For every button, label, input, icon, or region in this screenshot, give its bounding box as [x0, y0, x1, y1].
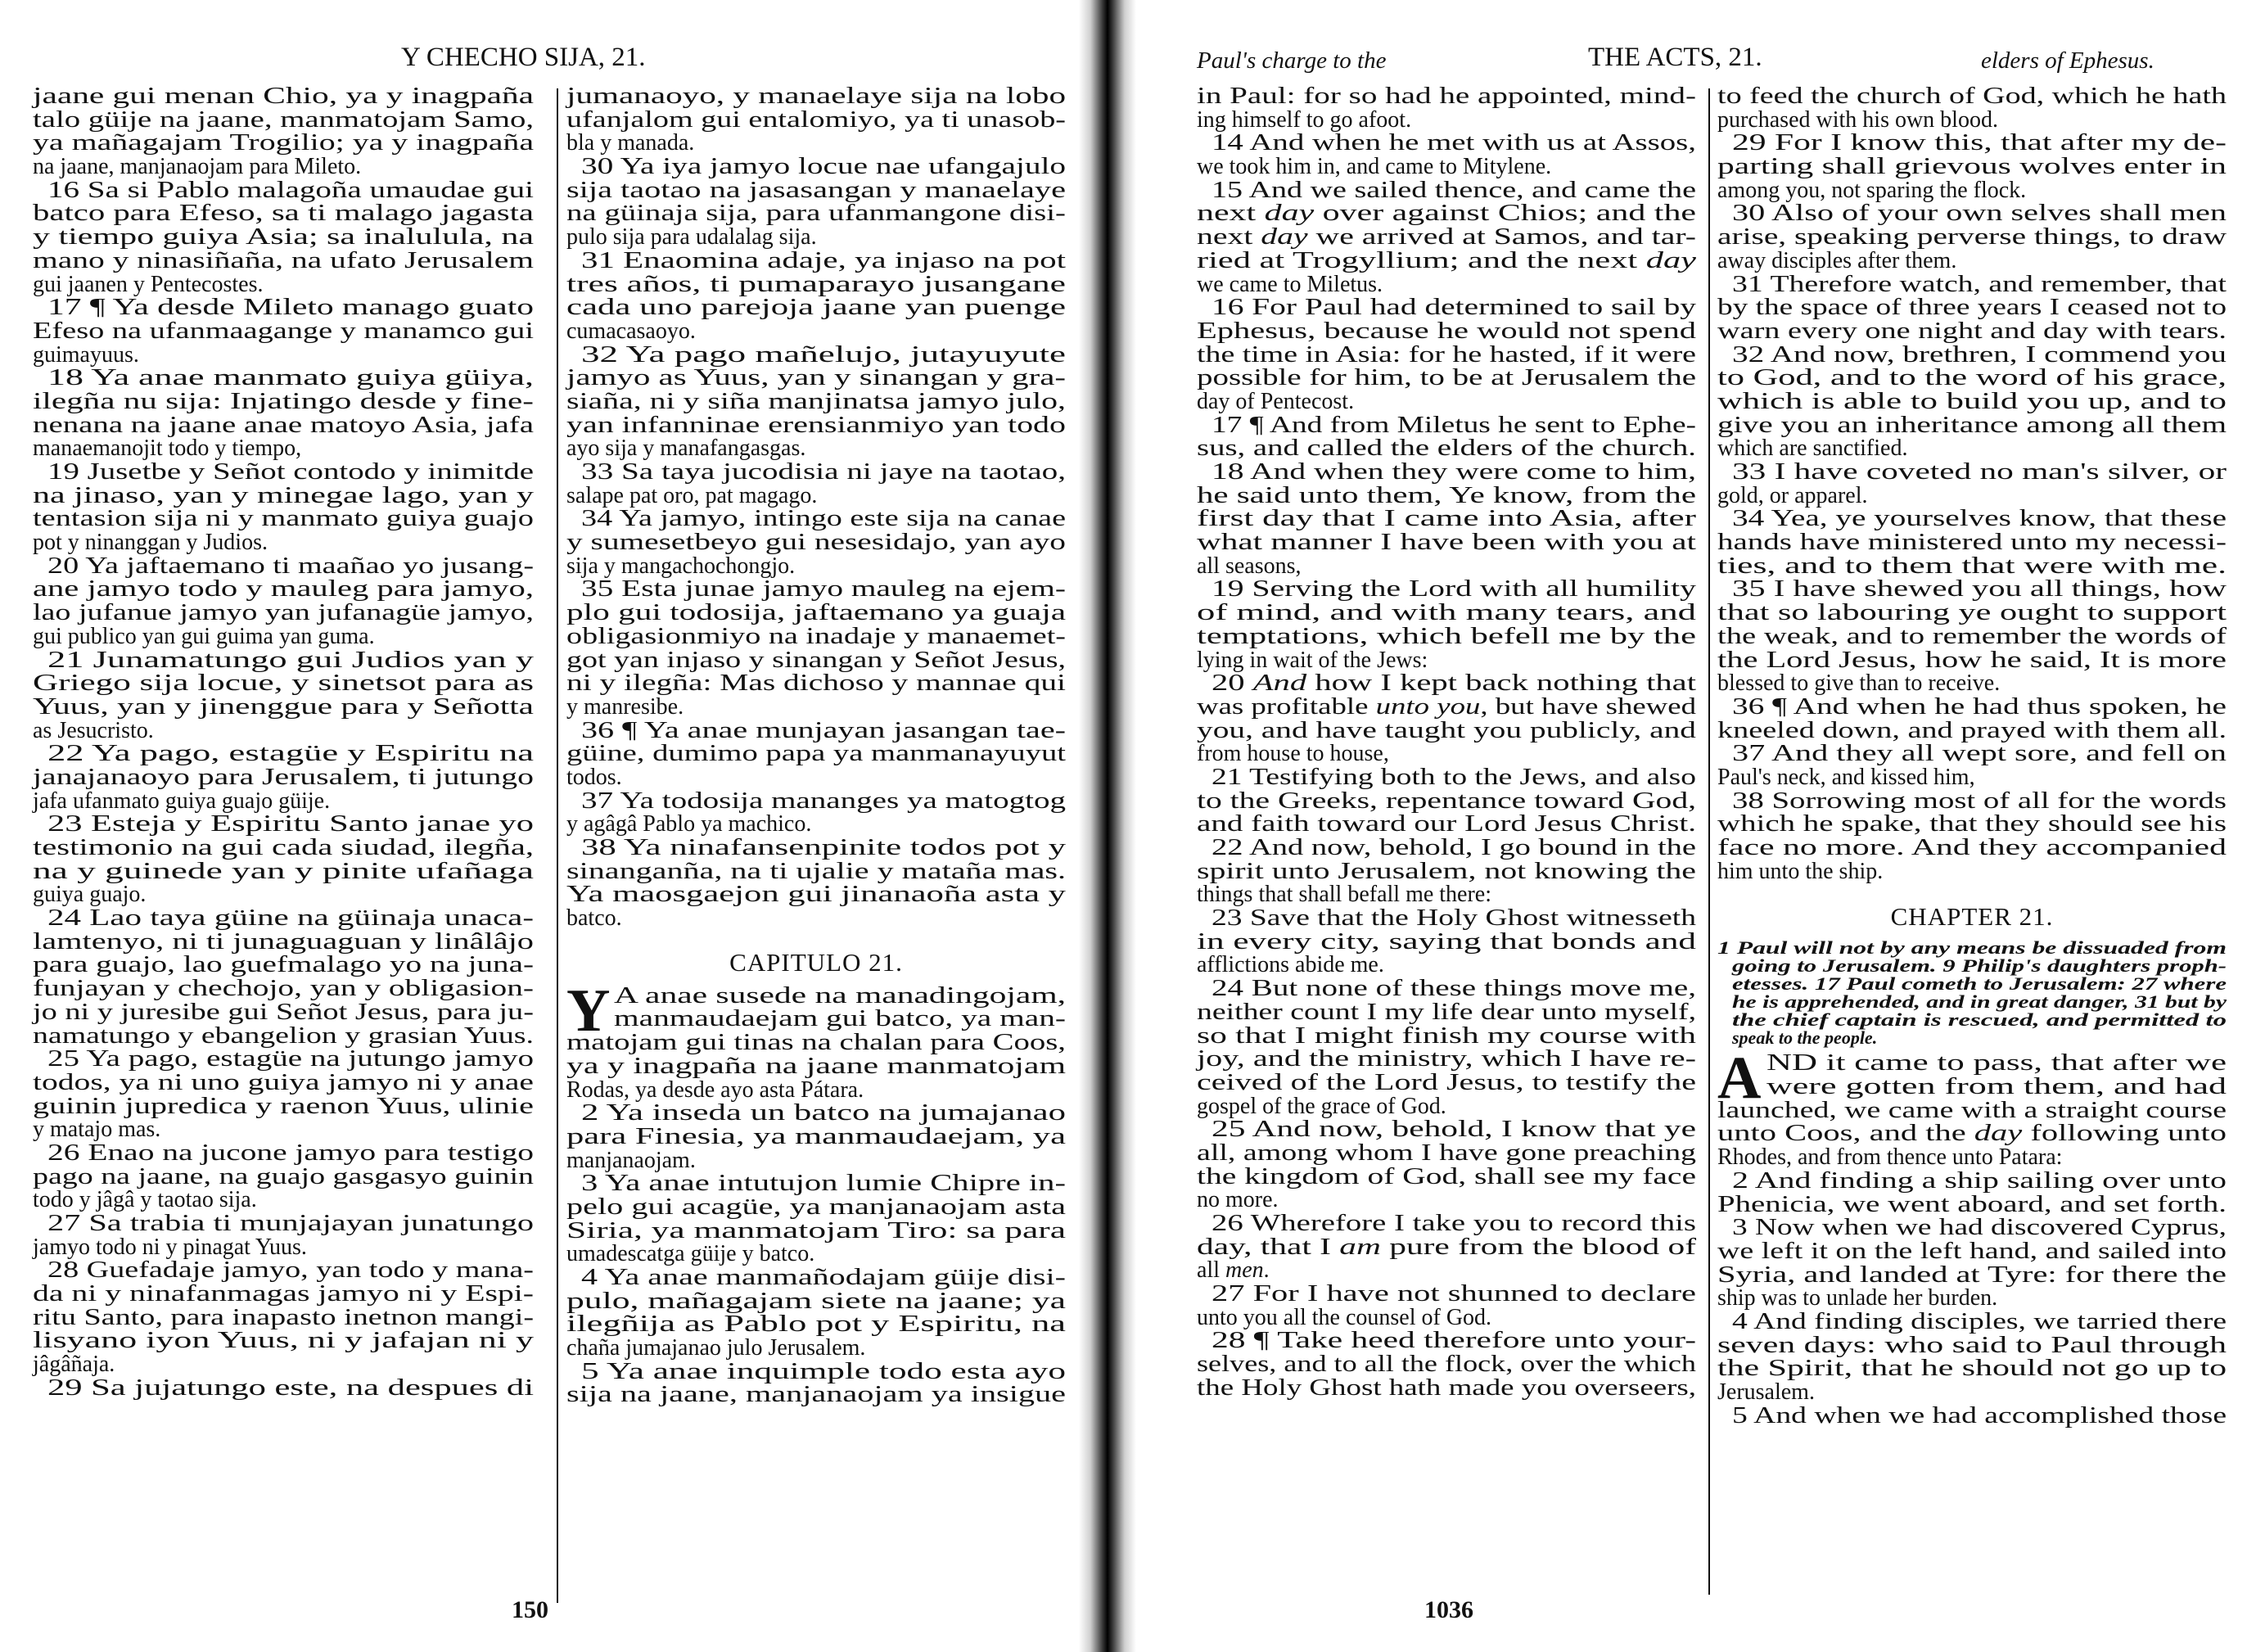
text-line: 30 Ya iya jamyo locue nae ufangajulo [581, 154, 1067, 180]
text-line: cada uno parejoja jaane yan puenge [566, 295, 1066, 321]
text-line: we left it on the left hand, and sailed into [1717, 1238, 2227, 1264]
text-line: Griego sija locue, y sinetsot para as [33, 670, 534, 697]
text-line: na güinaja sija, para ufanmangone disi- [566, 201, 1066, 227]
text-line: umadescatga güije y batco. [566, 1241, 815, 1267]
text-line: ritu Santo, para inapasto inetnon mangi- [33, 1304, 535, 1330]
text-line: 28 ¶ Take heed therefore unto your- [1211, 1328, 1697, 1354]
text-line: which are sanctified. [1717, 436, 1908, 462]
text-line: 36 ¶ And when he had thus spoken, he [1732, 693, 2227, 720]
text-line: ship was to unlade her burden. [1717, 1285, 1998, 1311]
text-line: jâgâñaja. [33, 1352, 115, 1378]
text-line: which is able to build you up, and to [1717, 388, 2227, 414]
text-line: 37 And they all wept sore, and fell on [1732, 741, 2227, 767]
text-line: 27 For I have not shunned to declare [1211, 1281, 1697, 1307]
right-column-2 [1717, 85, 2227, 1428]
text-line: 37 Ya todosija mananges ya matogtog [581, 788, 1067, 814]
text-line: 14 And when he met with us at Assos, [1211, 130, 1696, 156]
text-line: all men. [1197, 1257, 1270, 1284]
text-line: 4 Ya anae manmañodajam güije disi- [581, 1265, 1066, 1290]
text-line: no more. [1197, 1187, 1279, 1213]
text-line: 30 Also of your own selves shall men [1732, 201, 2227, 227]
text-line: 1 Paul will not by any means be dissuaded from [1717, 937, 2227, 959]
text-line: pulo sija para udalalag sija. [566, 224, 817, 251]
text-line: todo y jâgâ y taotao sija. [33, 1187, 257, 1213]
text-line: ties, and to them that were with me. [1717, 553, 2227, 579]
text-line: gospel of the grace of God. [1197, 1093, 1446, 1119]
text-line: 28 Guefadaje jamyo, yan todo y mana- [47, 1257, 535, 1284]
text-line: 31 Therefore watch, and remember, that [1732, 271, 2227, 297]
text-line: 21 Testifying both to the Jews, and also [1211, 764, 1696, 790]
text-line: 16 Sa si Pablo malagoña umaudae gui [47, 177, 534, 203]
text-line: 24 Lao taya güine na güinaja unaca- [47, 905, 535, 932]
text-line: Rodas, ya desde ayo asta Pátara. [566, 1077, 864, 1103]
col4-chapter-body [1717, 1045, 2227, 1429]
text-line: 34 Yea, ye yourselves know, that these [1732, 506, 2227, 532]
text-line: ND it came to pass, that after we [1766, 1050, 2227, 1077]
text-line: 29 Sa jujatungo este, na despues di [47, 1374, 535, 1401]
text-line: Ya maosgaejon gui jinanaoña asta y [566, 882, 1066, 908]
text-line: unto you all the counsel of God. [1197, 1304, 1492, 1330]
text-line: 32 Ya pago mañelujo, jutayuyute [581, 341, 1067, 368]
text-line: unto Coos, and the day following unto [1717, 1121, 2227, 1147]
text-line: mano y ninasiñaña, na ufato Jerusalem [33, 247, 534, 273]
text-line: para guajo, lao guefmalago yo na juna- [33, 952, 535, 978]
text-line: and faith toward our Lord Jesus Christ. [1197, 811, 1696, 837]
text-line: Paul's neck, and kissed him, [1717, 764, 1975, 790]
text-line: next day we arrived at Samos, and tar- [1197, 224, 1696, 251]
text-line: as Jesucristo. [33, 717, 154, 743]
text-line: was profitable unto you, but have shewed [1197, 693, 1696, 720]
text-line: the Lord Jesus, how he said, It is more [1717, 647, 2227, 673]
text-line: todos. [566, 764, 622, 790]
left-running-head: Y CHECHO SIJA, 21. [401, 43, 646, 72]
text-line: 2 And finding a ship sailing over unto [1732, 1167, 2227, 1194]
text-line: 22 Ya pago, estagüe y Espiritu na [47, 741, 534, 767]
text-line: 35 I have shewed you all things, how [1732, 576, 2227, 603]
text-line: jo ni y juresibe gui Señot Jesus, para ju- [33, 999, 534, 1025]
text-line: 32 And now, brethren, I commend you [1732, 341, 2227, 368]
text-line: to the Greeks, repentance toward God, [1197, 788, 1697, 814]
text-line: jumanaoyo, y manaelaye sija na lobo [566, 84, 1067, 109]
text-line: plo gui todosija, jaftaemano ya guaja [566, 600, 1067, 626]
text-line: ya mañagajam Trogilio; ya y inagpaña [33, 130, 535, 156]
text-line: gold, or apparel. [1717, 482, 1868, 508]
text-line: got yan injaso y sinangan y Señot Jesus, [566, 647, 1067, 673]
left-column-1 [33, 85, 534, 1401]
text-line: 5 Ya anae inquimple todo esta ayo [581, 1358, 1067, 1384]
text-line: jafa ufanmato guiya guajo güije. [33, 788, 331, 814]
text-line: gui jaanen y Pentecostes. [33, 271, 264, 297]
text-line: all, among whom I have gone preaching [1197, 1140, 1697, 1166]
text-line: Syria, and landed at Tyre: for there the [1717, 1262, 2227, 1288]
text-line: sinanganña, na ti ujalie y mataña mas. [566, 858, 1066, 884]
right-running-head: THE ACTS, 21. [1588, 43, 1762, 72]
text-line: na jaane, manjanaojam para Mileto. [33, 154, 362, 180]
text-line: obligasionmiyo na inadaje y manaemet- [566, 623, 1067, 649]
text-line: Rhodes, and from thence unto Patara: [1717, 1144, 2063, 1171]
text-line: pulo, mañagajam siete na jaane; ya [566, 1288, 1066, 1314]
text-line: lying in wait of the Jews: [1197, 647, 1428, 673]
text-line: 21 Junamatungo gui Judios yan y [47, 647, 534, 673]
text-line: spirit unto Jerusalem, not knowing the [1197, 858, 1696, 884]
text-line: ni y ilegña: Mas dichoso y mannae qui [566, 670, 1066, 697]
text-line: 15 And we sailed thence, and came the [1211, 177, 1696, 203]
text-line: 19 Serving the Lord with all humility [1211, 576, 1697, 603]
text-line: y matajo mas. [33, 1117, 161, 1143]
text-line: pelo gui acagüe, ya manjanaojam asta [566, 1194, 1066, 1220]
text-line: talo güije na jaane, manmatojam Samo, [33, 106, 535, 133]
text-line: 33 Sa taya jucodisia ni jaye na taotao, [581, 459, 1067, 485]
text-line: all seasons, [1197, 553, 1302, 579]
drop-cap-y: Y [566, 977, 611, 1045]
text-line: 24 But none of these things move me, [1211, 976, 1696, 1002]
text-line: speak to the people. [1732, 1027, 1878, 1049]
text-line: Siria, ya manmatojam Tiro: sa para [566, 1217, 1067, 1244]
text-line: possible for him, to be at Jerusalem the [1197, 365, 1697, 391]
text-line: the Holy Ghost hath made you overseers, [1197, 1374, 1696, 1401]
right-column-1 [1197, 85, 1696, 1401]
text-line: 25 Ya pago, estagüe na jutungo jamyo [47, 1046, 534, 1072]
text-line: sija y mangachochongjo. [566, 553, 796, 579]
text-line: 31 Enaomina adaje, ya injaso na pot [581, 247, 1066, 273]
text-line: manjanaojam. [566, 1147, 696, 1173]
text-line: give you an inheritance among all them [1717, 412, 2227, 438]
text-line: 3 Now when we had discovered Cyprus, [1732, 1215, 2227, 1241]
text-line: in Paul: for so had he appointed, mind- [1197, 84, 1696, 109]
text-line: warn every one night and day with tears. [1717, 318, 2227, 344]
text-line: blessed to give than to receive. [1717, 670, 2001, 697]
text-line: 29 For I know this, that after my de- [1732, 130, 2227, 156]
text-line: selves, and to all the flock, over the which [1197, 1352, 1696, 1378]
text-line: pago na jaane, na guajo gasgasyo guinin [33, 1163, 535, 1189]
text-line: na jinaso, yan y minegae lago, yan y [33, 482, 535, 508]
text-line: ane jamyo todo y mauleg para jamyo, [33, 576, 534, 603]
text-line: jamyo todo ni y pinagat Yuus. [33, 1234, 307, 1260]
text-line: first day that I came into Asia, after [1197, 506, 1696, 532]
text-line: going to Jerusalem. 9 Philip's daughters proph- [1732, 955, 2227, 977]
column-divider-left [557, 88, 558, 1603]
text-line: he said unto them, Ye know, from the [1197, 482, 1696, 508]
right-page-number: 1036 [1424, 1596, 1473, 1623]
text-line: among you, not sparing the flock. [1717, 177, 2027, 203]
text-line: y tiempo guiya Asia; sa inalulula, na [33, 224, 534, 251]
text-line: the kingdom of God, shall see my face [1197, 1163, 1696, 1189]
text-line: the chief captain is rescued, and permitted to [1732, 1009, 2227, 1031]
text-line: tres años, ti pumaparayo jusangane [566, 271, 1066, 297]
text-line: kneeled down, and prayed with them all. [1717, 717, 2227, 743]
text-line: of mind, and with many tears, and [1197, 600, 1697, 626]
text-line: A anae susede na manadingojam, [614, 982, 1066, 1009]
text-line: neither count I my life dear unto myself, [1197, 999, 1697, 1025]
text-line: we took him in, and came to Mitylene. [1197, 154, 1552, 180]
text-line: y sumesetbeyo gui nesesidajo, yan ayo [566, 530, 1066, 556]
text-line: 33 I have coveted no man's silver, or [1732, 459, 2227, 485]
text-line: 34 Ya jamyo, intingo este sija na canae [581, 506, 1067, 532]
left-page-number: 150 [512, 1596, 548, 1623]
text-line: nenana na jaane anae matoyo Asia, jafa [33, 412, 534, 438]
text-line: siaña, ni y siña manjinatsa jamyo julo, [566, 388, 1066, 414]
chapter-heading-chapter: CHAPTER 21. [1890, 902, 2054, 932]
text-line: day of Pentecost. [1197, 388, 1355, 414]
text-line: 17 ¶ And from Miletus he sent to Ephe- [1211, 412, 1697, 438]
text-line: 26 Enao na jucone jamyo para testigo [47, 1140, 534, 1166]
text-line: lamtenyo, ni ti junaguaguan y linâlâjo [33, 928, 534, 955]
text-line: guinin jupredica y raenon Yuus, ulinie [33, 1093, 534, 1119]
text-line: purchased with his own blood. [1717, 106, 1998, 133]
text-line: next day over against Chios; and the [1197, 201, 1697, 227]
text-line: salape pat oro, pat magago. [566, 482, 818, 508]
right-running-head-left: Paul's charge to the [1197, 47, 1387, 74]
text-line: 25 And now, behold, I know that ye [1211, 1117, 1697, 1143]
text-line: 38 Sorrowing most of all for the words [1732, 788, 2227, 814]
text-line: tentasion sija ni y manmato guiya guajo [33, 506, 535, 532]
text-line: Phenicia, we went aboard, and set forth. [1717, 1191, 2227, 1217]
text-line: Ephesus, because he would not spend [1197, 318, 1696, 344]
text-line: 18 And when they were come to him, [1211, 459, 1696, 485]
text-line: 5 And when we had accomplished those [1732, 1402, 2227, 1429]
book-gutter [1079, 0, 1136, 1652]
text-line: 36 ¶ Ya anae munjayan jasangan tae- [581, 717, 1066, 743]
text-line: yan infanninae erensianmiyo yan todo [566, 412, 1067, 438]
text-line: ya y inagpaña na jaane manmatojam [566, 1053, 1067, 1079]
text-line: sija na jaane, manjanaojam ya insigue [566, 1382, 1066, 1408]
text-line: pot y ninanggan y Judios. [33, 530, 268, 556]
text-line: the Spirit, that he should not go up to [1717, 1356, 2227, 1382]
text-line: para Finesia, ya manmaudaejam, ya [566, 1123, 1067, 1149]
text-line: ried at Trogyllium; and the next day [1197, 247, 1697, 273]
text-line: manmaudaejam gui batco, ya man- [614, 1006, 1067, 1032]
text-line: were gotten from them, and had [1766, 1074, 2227, 1100]
text-line: güine, dumimo papa ya manmanayuyut [566, 741, 1067, 767]
text-line: ayo sija y manafangasgas. [566, 436, 806, 462]
col2-chapter-body [566, 977, 1067, 1408]
text-line: that so labouring ye ought to support [1717, 600, 2227, 626]
text-line: Efeso na ufanmaagange y manamco gui [33, 318, 535, 344]
text-line: 2 Ya inseda un batco na jumajanao [581, 1100, 1067, 1126]
text-line: things that shall befall me there: [1197, 882, 1492, 908]
text-line: 18 Ya anae manmato guiya güiya, [47, 365, 534, 391]
text-line: ing himself to go afoot. [1197, 106, 1412, 133]
text-line: 16 For Paul had determined to sail by [1211, 295, 1696, 321]
text-line: hands have ministered unto my necessi- [1717, 530, 2227, 556]
col2-top-text [566, 85, 1066, 931]
text-line: da ni y ninafanmagas jamyo ni y Espi- [33, 1281, 535, 1307]
text-line: 3 Ya anae intutujon lumie Chipre in- [581, 1171, 1066, 1197]
text-line: by the space of three years I ceased not to [1717, 295, 2227, 321]
text-line: Jerusalem. [1717, 1379, 1815, 1405]
text-line: face no more. And they accompanied [1717, 835, 2227, 860]
text-line: 23 Esteja y Espiritu Santo janae yo [47, 811, 534, 837]
text-line: 35 Esta junae jamyo mauleg na ejem- [581, 576, 1067, 603]
text-line: gui publico yan gui guima yan guma. [33, 623, 375, 649]
text-line: cumacasaoyo. [566, 318, 696, 344]
text-line: manaemanojit todo y tiempo, [33, 436, 302, 462]
text-line: funjayan y chechojo, yan y obligasion- [33, 976, 535, 1002]
text-line: batco. [566, 905, 622, 932]
text-line: ilegñija as Pablo pot y Espiritu, na [566, 1311, 1066, 1338]
text-line: ilegña nu sija: Injatingo desde y fine- [33, 388, 535, 414]
text-line: the weak, and to remember the words of [1717, 623, 2227, 649]
text-line: lao jufanue jamyo yan jufanagüe jamyo, [33, 600, 534, 626]
col4-bottom-text [1717, 1045, 2227, 1429]
text-line: you, and have taught you publicly, and [1197, 717, 1696, 743]
text-line: day, that I am pure from the blood of [1197, 1234, 1696, 1260]
text-line: we came to Miletus. [1197, 271, 1383, 297]
text-line: 22 And now, behold, I go bound in the [1211, 835, 1697, 860]
text-line: so that I might finish my course with [1197, 1022, 1696, 1049]
text-line: parting shall grievous wolves enter in [1717, 154, 2227, 180]
text-line: namatungo y ebangelion y grasian Yuus. [33, 1022, 534, 1049]
text-line: 38 Ya ninafansenpinite todos pot y [581, 835, 1067, 860]
text-line: in every city, saying that bonds and [1197, 928, 1697, 955]
text-line: Yuus, yan y jinenggue para y Señotta [33, 693, 534, 720]
chapter-heading-capitulo: CAPITULO 21. [729, 947, 903, 977]
text-line: arise, speaking perverse things, to draw [1717, 224, 2227, 251]
text-line: away disciples after them. [1717, 247, 1957, 273]
text-line: guimayuus. [33, 341, 139, 368]
text-line: etesses. 17 Paul cometh to Jerusalem: 27 where [1732, 973, 2227, 995]
text-line: launched, we came with a straight course [1717, 1097, 2227, 1123]
text-line: guiya guajo. [33, 882, 147, 908]
right-running-head-right: elders of Ephesus. [1981, 47, 2155, 74]
text-line: jaane gui menan Chio, ya y inagpaña [33, 84, 535, 109]
text-line: him unto the ship. [1717, 858, 1884, 884]
text-line: y manresibe. [566, 693, 684, 720]
text-line: matojam gui tinas na chalan para Coos, [566, 1030, 1067, 1056]
text-line: joy, and the ministry, which I have re- [1197, 1046, 1696, 1072]
text-line: 20 And how I kept back nothing that [1211, 670, 1696, 697]
text-line: 26 Wherefore I take you to record this [1211, 1211, 1697, 1236]
text-line: what manner I have been with you at [1197, 530, 1696, 556]
text-line: seven days: who said to Paul through [1717, 1332, 2227, 1358]
text-line: y agâgâ Pablo ya machico. [566, 811, 812, 837]
text-line: testimonio na gui cada siudad, ilegña, [33, 835, 534, 860]
text-line: ufanjalom gui entalomiyo, ya ti unasob- [566, 106, 1067, 133]
text-line: janajanaoyo para Jerusalem, ti jutungo [33, 764, 534, 790]
text-line: 23 Save that the Holy Ghost witnesseth [1211, 905, 1697, 932]
text-line: 19 Jusetbe y Señot contodo y inimitde [47, 459, 535, 485]
column-divider-right [1708, 88, 1710, 1595]
text-line: lisyano iyon Yuus, ni y jafajan ni y [33, 1328, 534, 1354]
text-line: ceived of the Lord Jesus, to testify the [1197, 1069, 1696, 1095]
text-line: afflictions abide me. [1197, 952, 1384, 978]
text-line: from house to house, [1197, 741, 1389, 767]
text-line: he is apprehended, and in great danger, 31 but by [1732, 991, 2227, 1013]
text-line: sus, and called the elders of the church. [1197, 436, 1696, 462]
text-line: na y guinede yan y pinite ufañaga [33, 858, 535, 884]
text-line: 4 And finding disciples, we tarried there [1732, 1308, 2227, 1334]
col4-top-text [1717, 85, 2227, 883]
text-line: 17 ¶ Ya desde Mileto manago guato [47, 295, 534, 321]
text-line: temptations, which befell me by the [1197, 623, 1696, 649]
text-line: sija taotao na jasasangan y manaelaye [566, 177, 1066, 203]
text-line: batco para Efeso, sa ti malago jagasta [33, 201, 534, 227]
text-line: 20 Ya jaftaemano ti maañao yo jusang- [47, 553, 535, 579]
text-line: bla y manada. [566, 130, 695, 156]
text-line: to feed the church of God, which he hath [1717, 84, 2227, 109]
text-line: which he spake, that they should see his [1717, 811, 2227, 837]
text-line: todos, ya ni uno guiya jamyo ni y anae [33, 1069, 534, 1095]
text-line: chaña jumajanao julo Jerusalem. [566, 1335, 866, 1361]
left-column-2 [566, 85, 1066, 1407]
chapter-summary [1717, 939, 2227, 1047]
drop-cap-a: A [1717, 1045, 1762, 1113]
text-line: the time in Asia: for he hasted, if it were [1197, 341, 1697, 368]
text-line: to God, and to the word of his grace, [1717, 365, 2227, 391]
text-line: 27 Sa trabia ti munjajayan junatungo [47, 1211, 535, 1236]
col2-bottom-text [566, 977, 1067, 1408]
text-line: jamyo as Yuus, yan y sinangan y gra- [566, 365, 1067, 391]
